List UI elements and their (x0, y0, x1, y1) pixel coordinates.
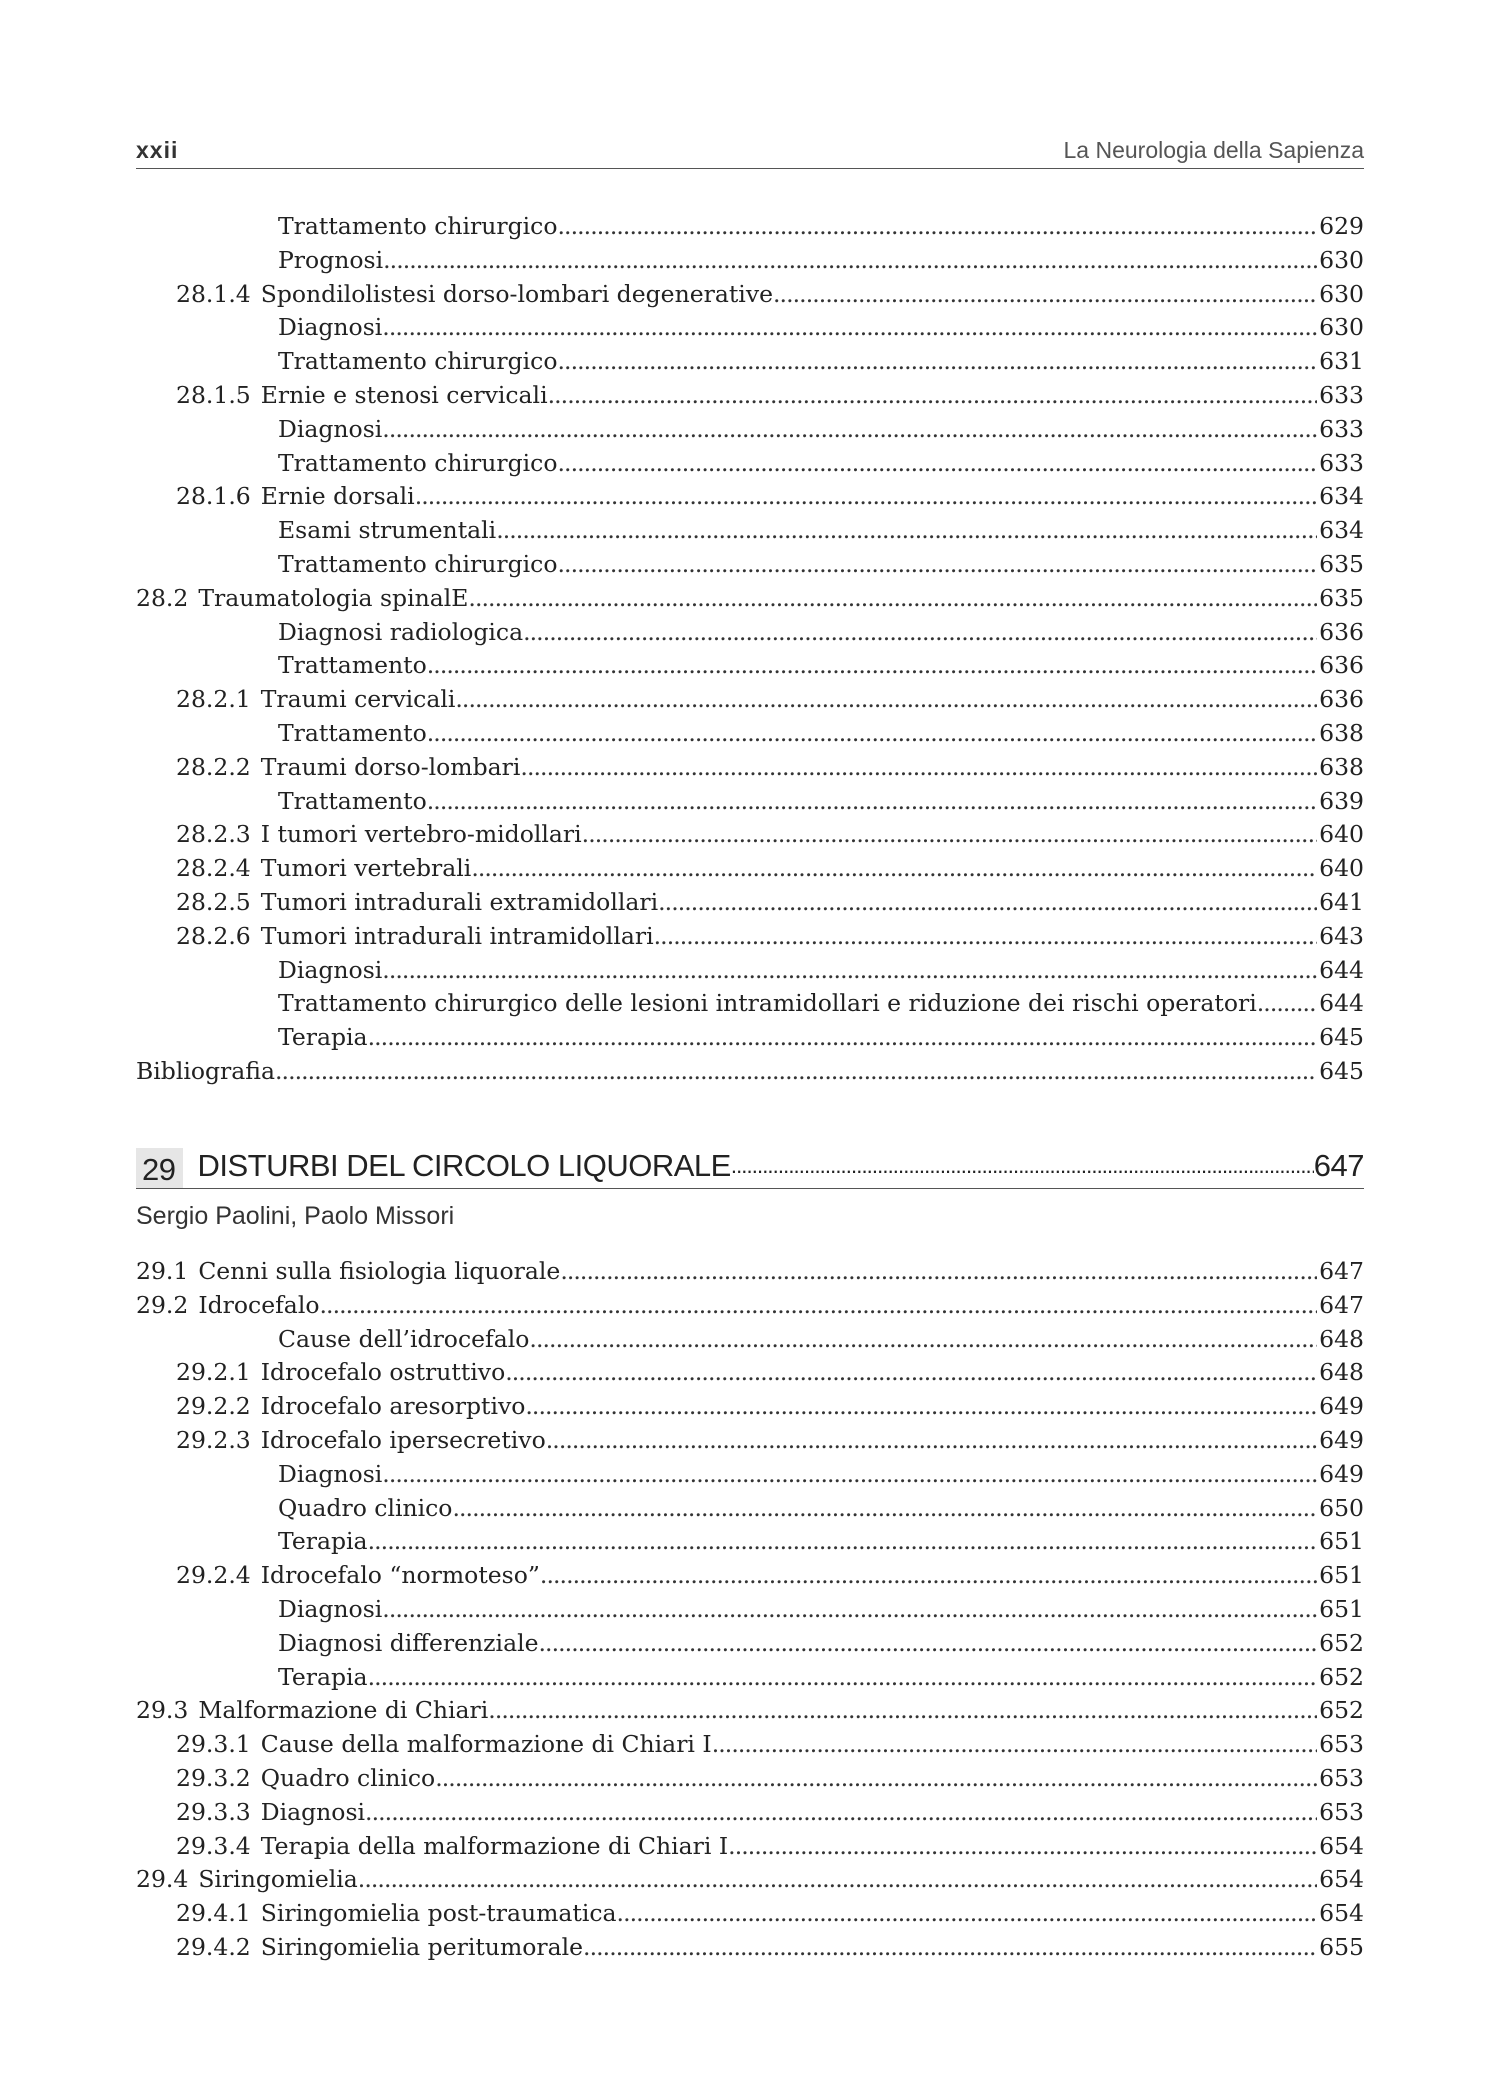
toc-entry (136, 582, 1364, 616)
section-title: Trattamento chirurgico (278, 347, 558, 376)
dot-leader (523, 616, 1317, 650)
dot-leader (583, 1931, 1317, 1965)
toc-entry (136, 244, 1364, 278)
dot-leader (452, 1492, 1317, 1526)
toc-entry-label (278, 1593, 382, 1627)
section-title: Prognosi (278, 245, 384, 274)
toc-entry (136, 379, 1364, 413)
page-number: 635 (1319, 549, 1364, 578)
dot-leader (471, 852, 1317, 886)
toc-entry (136, 987, 1364, 1021)
toc-entry-label (176, 1762, 435, 1796)
toc-entry (136, 1492, 1364, 1526)
page-number: 654 (1319, 1899, 1364, 1928)
section-number: 29.1 (136, 1257, 189, 1285)
section-title: Trattamento (278, 786, 427, 815)
toc-entry (136, 1458, 1364, 1492)
toc-entry (136, 1356, 1364, 1390)
toc-entry (136, 1897, 1364, 1931)
toc-entry-label (176, 1356, 505, 1390)
dot-leader (617, 1897, 1318, 1931)
section-title: Esami strumentali (278, 516, 497, 545)
section-number: 28.2.1 (176, 685, 251, 714)
chapter-heading (136, 1146, 1364, 1189)
toc-entry-label (278, 1323, 529, 1357)
dot-leader (654, 920, 1318, 954)
toc-entry-label (278, 514, 496, 548)
toc-entry (136, 616, 1364, 650)
dot-leader (539, 1627, 1318, 1661)
page-number: 636 (1319, 685, 1364, 714)
section-number: 29.3.3 (176, 1797, 251, 1826)
dot-leader (382, 413, 1317, 447)
page-number: 648 (1319, 1324, 1364, 1353)
toc-entry (136, 278, 1364, 312)
toc-entry (136, 649, 1364, 683)
dot-leader (773, 278, 1317, 312)
section-title: Ernie e stenosi cervicali (260, 380, 548, 409)
toc-entry-label (176, 751, 520, 785)
toc-entry-label (176, 379, 548, 413)
page-number: 652 (1319, 1662, 1364, 1691)
section-title: Siringomielia post-traumatica (260, 1899, 617, 1928)
section-title: Tumori vertebrali (260, 854, 472, 883)
section-title: Trattamento (278, 651, 427, 680)
section-number: 28.1.5 (176, 380, 251, 409)
toc-entry-label (176, 480, 415, 514)
toc-entry-label (136, 1694, 488, 1728)
page-number: 651 (1319, 1594, 1364, 1623)
section-title: Diagnosi (278, 955, 383, 984)
section-title: Quadro clinico (260, 1763, 436, 1792)
running-header (136, 132, 1364, 169)
toc-entry (136, 852, 1364, 886)
toc-entry (136, 1694, 1364, 1728)
toc-entry-label (278, 1458, 382, 1492)
page-number: 633 (1319, 414, 1364, 443)
section-title: Spondilolistesi dorso-lombari degenerative (260, 279, 774, 308)
toc-entry-label (176, 818, 582, 852)
dot-leader (368, 1525, 1318, 1559)
dot-leader (546, 1424, 1317, 1458)
section-title: Terapia (278, 1023, 368, 1052)
section-number: 28.2 (136, 583, 189, 612)
toc-entry (136, 1559, 1364, 1593)
section-title: Quadro clinico (278, 1493, 453, 1522)
section-title: Idrocefalo ipersecretivo (260, 1425, 546, 1454)
dot-leader (558, 548, 1318, 582)
dot-leader (496, 514, 1317, 548)
page-number: 630 (1319, 245, 1364, 274)
page-number: 652 (1319, 1696, 1364, 1725)
page-number: 647 (1319, 1290, 1364, 1319)
section-title: Trattamento chirurgico delle lesioni intramidollari e riduzione dei rischi operatori (278, 989, 1257, 1018)
section-title: Terapia della malformazione di Chiari I (260, 1831, 729, 1860)
page-number: 654 (1319, 1831, 1364, 1860)
dot-leader (368, 1661, 1318, 1695)
toc-entry-label (278, 717, 427, 751)
section-number: 29.2.2 (176, 1392, 251, 1421)
page-number: 633 (1319, 448, 1364, 477)
section-title: Diagnosi (278, 1594, 383, 1623)
section-number: 29.2.1 (176, 1358, 251, 1387)
dot-leader (548, 379, 1318, 413)
dot-leader (560, 1255, 1317, 1289)
dot-leader (415, 480, 1317, 514)
section-title: Traumi cervicali (260, 685, 456, 714)
page-number: 648 (1319, 1358, 1364, 1387)
toc-entry (136, 1323, 1364, 1357)
toc-entry-label (278, 1627, 539, 1661)
page-number: 629 (1319, 212, 1364, 240)
dot-leader (520, 751, 1317, 785)
section-title: Diagnosi differenziale (278, 1628, 539, 1657)
dot-leader (383, 244, 1317, 278)
page-number: 635 (1319, 583, 1364, 612)
toc-continued-list (136, 210, 1364, 1089)
section-title: Siringomielia peritumorale (260, 1932, 584, 1961)
toc-entry-label (278, 785, 427, 819)
page-number: 652 (1319, 1628, 1364, 1657)
toc-entry (136, 1728, 1364, 1762)
section-title: Diagnosi (278, 313, 383, 342)
page-number: 653 (1319, 1763, 1364, 1792)
dot-leader (365, 1796, 1317, 1830)
toc-entry-label (176, 1424, 546, 1458)
section-title: Trattamento (278, 718, 427, 747)
toc-entry-label (176, 683, 455, 717)
toc-entry (136, 886, 1364, 920)
section-number: 28.1.4 (176, 279, 251, 308)
page-number: 643 (1319, 921, 1364, 950)
toc-entry-label (176, 1830, 728, 1864)
section-title: Siringomielia (198, 1865, 358, 1894)
toc-entry-label (278, 649, 427, 683)
page-number: 653 (1319, 1797, 1364, 1826)
section-number: 28.2.3 (176, 820, 251, 849)
section-title: Cause della malformazione di Chiari I (260, 1730, 712, 1759)
section-number: 29.3.1 (176, 1730, 251, 1759)
section-number: 28.2.4 (176, 854, 251, 883)
toc-entry (136, 413, 1364, 447)
toc-entry (136, 954, 1364, 988)
toc-entry-label (278, 616, 523, 650)
dot-leader (540, 1559, 1317, 1593)
dot-leader (558, 210, 1318, 244)
toc-entry-label (278, 1021, 368, 1055)
toc-entry-label (278, 1492, 452, 1526)
page-number: 644 (1319, 955, 1364, 984)
toc-entry (136, 1525, 1364, 1559)
dot-leader (427, 717, 1317, 751)
section-title: Traumi dorso-lombari (260, 752, 521, 781)
toc-entry-label (278, 954, 382, 988)
toc-entry-label (136, 1055, 275, 1089)
toc-entry (136, 683, 1364, 717)
dot-leader (525, 1390, 1317, 1424)
page-number: 638 (1319, 752, 1364, 781)
toc-entry (136, 514, 1364, 548)
section-title: Cenni sulla fisiologia liquorale (198, 1257, 561, 1285)
toc-entry-label (176, 1796, 365, 1830)
toc-entry (136, 1255, 1364, 1289)
toc-entry-label (136, 1863, 358, 1897)
toc-entry (136, 1830, 1364, 1864)
chapter-page-number: 647 (1313, 1148, 1364, 1183)
page-folio: xxii (136, 137, 179, 163)
page-number: 633 (1319, 380, 1364, 409)
dot-leader (488, 1694, 1317, 1728)
section-title: Idrocefalo aresorptivo (260, 1392, 526, 1421)
dot-leader (468, 582, 1317, 616)
dot-leader (505, 1356, 1317, 1390)
toc-entry-label (176, 1559, 540, 1593)
chapter-number: 29 (136, 1148, 183, 1188)
dot-leader (275, 1055, 1317, 1089)
section-title: Ernie dorsali (260, 482, 415, 511)
toc-entry-label (176, 1728, 712, 1762)
page-number: 649 (1319, 1459, 1364, 1488)
page-number: 641 (1319, 887, 1364, 916)
section-title: Traumatologia spinalE (198, 583, 469, 612)
section-number: 29.4.2 (176, 1932, 251, 1961)
toc-entry-label (278, 413, 382, 447)
section-title: Trattamento chirurgico (278, 448, 558, 477)
toc-entry (136, 818, 1364, 852)
section-title: Diagnosi radiologica (278, 617, 524, 646)
dot-leader (658, 886, 1317, 920)
section-number: 29.2.4 (176, 1561, 251, 1590)
toc-entry-label (176, 886, 658, 920)
page-number: 650 (1319, 1493, 1364, 1522)
page-number: 654 (1319, 1865, 1364, 1894)
toc-entry-label (278, 345, 558, 379)
dot-leader (712, 1728, 1317, 1762)
toc-entry (136, 480, 1364, 514)
page-number: 631 (1319, 347, 1364, 376)
toc-entry-label (136, 582, 468, 616)
section-title: Trattamento chirurgico (278, 549, 558, 578)
toc-entry-label (136, 1255, 560, 1289)
page-number: 636 (1319, 651, 1364, 680)
page-number: 634 (1319, 516, 1364, 545)
toc-entry-label (278, 244, 383, 278)
section-title: Idrocefalo “normoteso” (260, 1561, 540, 1590)
page-number: 651 (1319, 1527, 1364, 1556)
toc-entry (136, 1863, 1364, 1897)
chapter-title: DISTURBI DEL CIRCOLO LIQUORALE (197, 1148, 731, 1183)
section-title: Idrocefalo (198, 1290, 320, 1319)
toc-entry (136, 1390, 1364, 1424)
section-title: Malformazione di Chiari (198, 1696, 489, 1725)
toc-entry (136, 1289, 1364, 1323)
section-title: Terapia (278, 1662, 368, 1691)
toc-entry (136, 1021, 1364, 1055)
toc-entry-label (176, 920, 654, 954)
toc-entry (136, 210, 1364, 244)
dot-leader (1257, 987, 1317, 1021)
toc-entry (136, 1762, 1364, 1796)
toc-entry-label (278, 447, 558, 481)
toc-entry (136, 785, 1364, 819)
section-number: 29.4 (136, 1865, 189, 1894)
page-number: 649 (1319, 1425, 1364, 1454)
toc-entry-label (278, 1661, 368, 1695)
section-number: 28.2.2 (176, 752, 251, 781)
dot-leader (382, 954, 1317, 988)
section-number: 29.2.3 (176, 1425, 251, 1454)
dot-leader (435, 1762, 1317, 1796)
page-number: 647 (1319, 1257, 1364, 1285)
toc-entry (136, 1627, 1364, 1661)
section-title: Bibliografia (136, 1056, 275, 1085)
dot-leader (731, 1141, 1314, 1188)
toc-entry (136, 1796, 1364, 1830)
dot-leader (558, 447, 1318, 481)
toc-entry-label (278, 987, 1257, 1021)
page-number: 653 (1319, 1730, 1364, 1759)
page-number: 640 (1319, 820, 1364, 849)
section-number: 29.3 (136, 1696, 189, 1725)
section-number: 28.2.5 (176, 887, 251, 916)
toc-entry (136, 1055, 1364, 1089)
toc-entry-label (278, 210, 558, 244)
dot-leader (358, 1863, 1317, 1897)
toc-entry (136, 1661, 1364, 1695)
page-number: 636 (1319, 617, 1364, 646)
dot-leader (529, 1323, 1317, 1357)
toc-entry-label (176, 278, 773, 312)
toc-entry (136, 311, 1364, 345)
toc-chapter-list (136, 1255, 1364, 1965)
page-number: 630 (1319, 279, 1364, 308)
section-title: Idrocefalo ostruttivo (260, 1358, 506, 1387)
toc-entry-label (278, 1525, 368, 1559)
section-title: I tumori vertebro-midollari (260, 820, 582, 849)
dot-leader (382, 311, 1317, 345)
toc-entry (136, 751, 1364, 785)
section-title: Cause dell’idrocefalo (278, 1324, 530, 1353)
toc-entry-label (278, 311, 382, 345)
toc-entry-label (176, 1931, 583, 1965)
dot-leader (368, 1021, 1318, 1055)
dot-leader (382, 1593, 1317, 1627)
section-title: Diagnosi (260, 1797, 366, 1826)
toc-entry-label (176, 852, 471, 886)
dot-leader (728, 1830, 1317, 1864)
toc-entry (136, 1593, 1364, 1627)
toc-entry (136, 920, 1364, 954)
section-number: 29.2 (136, 1290, 189, 1319)
page-number: 651 (1319, 1561, 1364, 1590)
toc-entry (136, 345, 1364, 379)
page-number: 645 (1319, 1056, 1364, 1085)
book-title: La Neurologia della Sapienza (1063, 137, 1364, 163)
section-title: Diagnosi (278, 414, 383, 443)
dot-leader (382, 1458, 1317, 1492)
toc-entry-label (176, 1897, 617, 1931)
dot-leader (558, 345, 1318, 379)
page-number: 645 (1319, 1023, 1364, 1052)
section-number: 29.4.1 (176, 1899, 251, 1928)
page-number: 639 (1319, 786, 1364, 815)
section-number: 29.3.2 (176, 1763, 251, 1792)
page-number: 655 (1319, 1932, 1364, 1961)
page-number: 630 (1319, 313, 1364, 342)
toc-entry (136, 1424, 1364, 1458)
section-title: Trattamento chirurgico (278, 212, 558, 240)
toc-entry (136, 717, 1364, 751)
toc-entry-label (278, 548, 558, 582)
section-title: Tumori intradurali intramidollari (260, 921, 654, 950)
dot-leader (427, 649, 1317, 683)
toc-entry-label (136, 1289, 319, 1323)
section-title: Terapia (278, 1527, 368, 1556)
dot-leader (319, 1289, 1317, 1323)
dot-leader (582, 818, 1317, 852)
page-number: 640 (1319, 854, 1364, 883)
toc-entry-label (176, 1390, 525, 1424)
dot-leader (427, 785, 1317, 819)
section-title: Diagnosi (278, 1459, 383, 1488)
page-number: 649 (1319, 1392, 1364, 1421)
section-number: 28.2.6 (176, 921, 251, 950)
toc-entry (136, 548, 1364, 582)
dot-leader (455, 683, 1317, 717)
toc-entry (136, 447, 1364, 481)
page-number: 638 (1319, 718, 1364, 747)
chapter-authors: Sergio Paolini, Paolo Missori (136, 1202, 455, 1230)
page-number: 634 (1319, 482, 1364, 511)
toc-entry (136, 1931, 1364, 1965)
section-number: 28.1.6 (176, 482, 251, 511)
section-number: 29.3.4 (176, 1831, 251, 1860)
page-number: 644 (1319, 989, 1364, 1018)
section-title: Tumori intradurali extramidollari (260, 887, 659, 916)
